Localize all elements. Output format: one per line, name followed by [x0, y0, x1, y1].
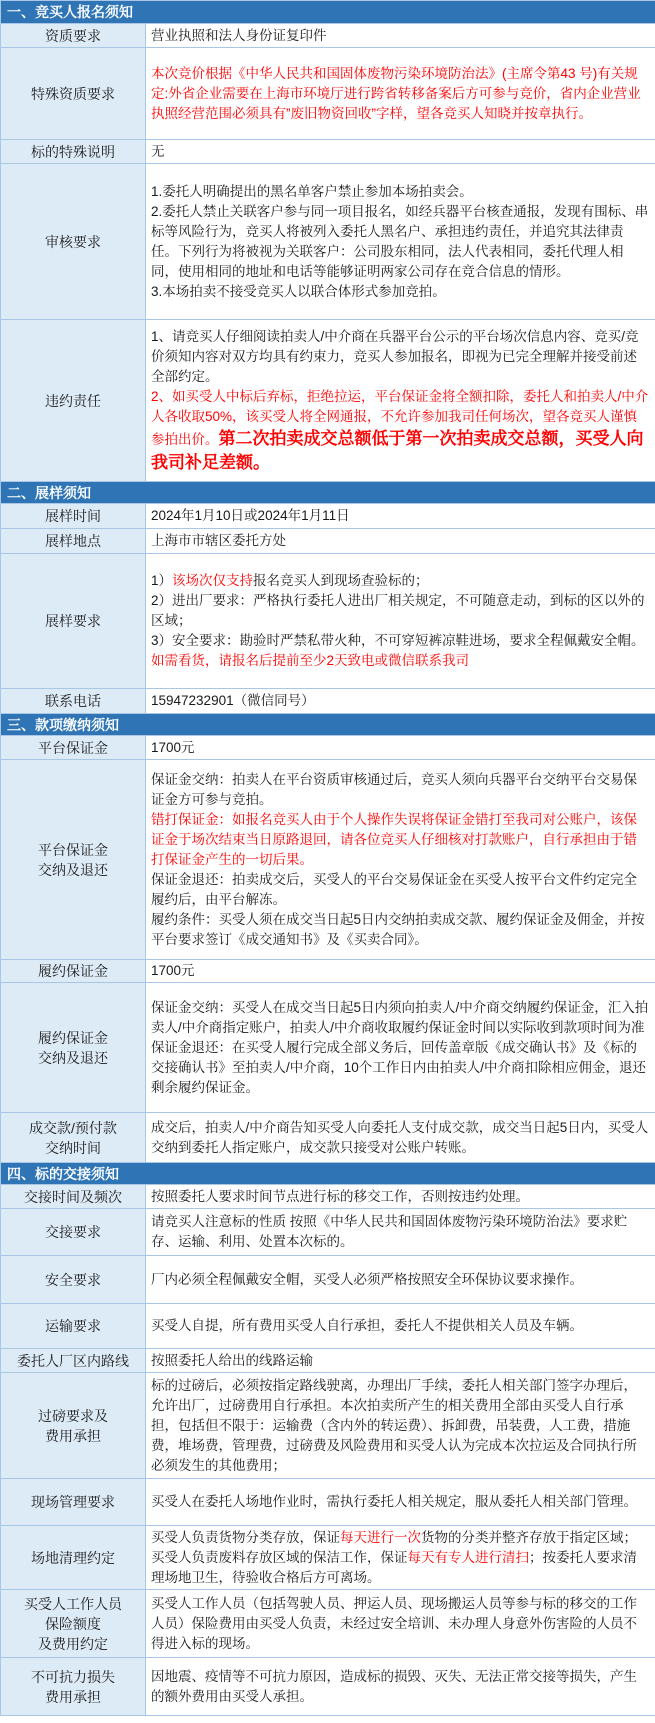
- text-segment: 无: [151, 143, 165, 159]
- text-segment: 按照委托人给出的线路运输: [151, 1352, 313, 1368]
- value-platform-deposit-payment-refund: [146, 760, 655, 960]
- text-segment: 3）安全要求：勘验时严禁私带火种，不可穿短裤凉鞋进场，要求全程佩戴安全帽。: [151, 633, 645, 648]
- text-segment: 2.委托人禁止关联客户参与同一项目报名，如经兵器平台核查通报，发现有围标、串标等风险行为，竞买人将被列入委托人黑名户、承担违约责任，并追究其法律责任。下列行为将被视为关联客户：公司股东相同，法人代表相同，委托代理人相同，使用相同的地址和电话等能够证明两家公司存在竞合信息的情形。: [151, 203, 649, 279]
- section-handover: [1, 1163, 655, 1185]
- paragraph: [151, 1528, 650, 1588]
- alert-text: 该场次仅支持: [172, 573, 254, 588]
- paragraph: [151, 1667, 650, 1707]
- paragraph: [151, 1492, 650, 1512]
- text-segment: 报名竞买人到现场查验标的；: [253, 573, 429, 588]
- paragraph: [151, 910, 650, 950]
- paragraph: [151, 387, 650, 475]
- paragraph: [151, 631, 650, 651]
- value-force-majeure-costs: [146, 1658, 655, 1716]
- label-contact-phone: 联系电话: [1, 689, 146, 714]
- label-viewing-requirements: 展样要求: [1, 554, 146, 689]
- label-buyer-staff-insurance: 买受人工作人员 保险额度 及费用约定: [1, 1590, 146, 1658]
- text-segment: 买受人工作人员（包括驾驶人员、押运人员、现场搬运人员等参与标的移交的工作人员）保险费用由买受人负责，未经过安全培训、未办理人身意外伤害险的人员不得进入标的现场。: [151, 1595, 637, 1651]
- alert-text: 错打保证金：如报名竞买人由于个人操作失误将保证金错打至我司对公账户，该保证金于场次结束当日原路退回，请各位竞买人仔细核对打款账户，自行承担由于错打保证金产生的一切后果。: [151, 811, 637, 867]
- row-viewing-time: [1, 504, 655, 529]
- paragraph: [151, 770, 650, 810]
- alert-text: 2、如买受人中标后弃标，拒绝拉运，平台保证金将全额扣除，委托人和拍卖人/中介人各收取50%，该买受人将全网通报，不允许参加我司任何场次，望各竞买人谨慎参拍出价。: [151, 388, 649, 447]
- section-header-registration: 一、竞买人报名须知: [1, 1, 655, 24]
- text-segment: ；按委托人要求清理场地卫生，待验收合格后方可离场。: [151, 1549, 637, 1585]
- text-segment: 买受人在委托人场地作业时，需执行委托人相关规定，服从委托人相关部门管理。: [151, 1494, 637, 1509]
- label-site-cleanup-agreement: 场地清理约定: [1, 1526, 146, 1590]
- section-payment: [1, 714, 655, 736]
- alert-text: 每天有专人进行清扫: [407, 1549, 529, 1565]
- label-performance-deposit: 履约保证金: [1, 960, 146, 983]
- row-platform-deposit: [1, 736, 655, 760]
- value-weighing-requirements-costs: [146, 1373, 655, 1479]
- paragraph: [151, 591, 650, 631]
- section-header-payment: 三、款项缴纳须知: [1, 714, 655, 736]
- label-handover-requirements: 交接要求: [1, 1209, 146, 1256]
- value-performance-deposit: [146, 960, 655, 983]
- value-site-cleanup-agreement: [146, 1526, 655, 1590]
- section-viewing: [1, 482, 655, 504]
- paragraph: [151, 1187, 650, 1207]
- alert-text: 如需看货，请报名后提前至少2天致电或微信联系我司: [151, 653, 470, 668]
- paragraph: [151, 1316, 650, 1336]
- paragraph: [151, 1376, 650, 1476]
- alert-text: 本次竞价根据《中华人民共和国固体废物污染环境防治法》(主席令第43 号)有关规定:外省企业需要在上海市环境厅进行跨省转移备案后方可参与竞价，省内企业营业执照经营范围必须具有”废旧物资回收”字样，望各竞买人知晓并按章执行。: [151, 65, 641, 121]
- value-contact-phone: [146, 689, 655, 714]
- text-segment: 1.委托人明确提出的黑名单客户禁止参加本场拍卖会。: [151, 183, 473, 199]
- row-handover-time-frequency: [1, 1185, 655, 1209]
- label-transaction-payment-time: 成交款/预付款 交纳时间: [1, 1113, 146, 1163]
- value-client-site-route: [146, 1349, 655, 1373]
- paragraph: [151, 1594, 650, 1654]
- label-viewing-time: 展样时间: [1, 504, 146, 529]
- label-safety-requirements: 安全要求: [1, 1256, 146, 1304]
- value-qualification: [146, 24, 655, 48]
- amount: 1700元: [151, 963, 195, 978]
- label-breach-liability: 违约责任: [1, 320, 146, 482]
- label-lot-special-note: 标的特殊说明: [1, 140, 146, 164]
- row-viewing-location: [1, 529, 655, 554]
- paragraph: [151, 738, 650, 758]
- section-header-viewing: 二、展样须知: [1, 482, 655, 504]
- alert-text: 每天进行一次: [340, 1529, 421, 1545]
- label-handover-time-frequency: 交接时间及频次: [1, 1185, 146, 1209]
- value-platform-deposit: [146, 736, 655, 760]
- text-segment: 保证金交纳：拍卖人在平台资质审核通过后，竞买人须向兵器平台交纳平台交易保证金方可参与竞拍。: [151, 771, 637, 807]
- text-segment: 厂内必须全程佩戴安全帽，买受人必须严格按照安全环保协议要求操作。: [151, 1271, 583, 1287]
- row-special-qualification: [1, 48, 655, 140]
- label-client-site-route: 委托人厂区内路线: [1, 1349, 146, 1373]
- row-viewing-requirements: [1, 554, 655, 689]
- paragraph: [151, 26, 650, 46]
- value-transport-requirements: [146, 1304, 655, 1349]
- row-force-majeure-costs: [1, 1658, 655, 1716]
- text-segment: 3.本场拍卖不接受竞买人以联合体形式参加竞拍。: [151, 283, 446, 299]
- text-segment: 成交后，拍卖人/中介商告知买受人向委托人支付成交款，成交当日起5日内，买受人交纳到委托人指定账户，成交款只接受对公账户转账。: [151, 1119, 649, 1155]
- label-review-requirements: 审核要求: [1, 164, 146, 320]
- text-segment: 请竞买人注意标的性质 按照《中华人民共和国固体废物污染环境防治法》要求贮存、运输、利用、处置本次标的。: [151, 1214, 628, 1249]
- label-platform-deposit-payment-refund: 平台保证金 交纳及退还: [1, 760, 146, 960]
- text-segment: 保证金交纳：买受人在成交当日起5日内须向拍卖人/中介商交纳履约保证金，汇入拍卖人/中介商指定账户，拍卖人/中介商收取履约保证金时间以实际收到款项时间为准: [151, 999, 649, 1035]
- row-performance-deposit: [1, 960, 655, 983]
- row-contact-phone: [1, 689, 655, 714]
- value-safety-requirements: [146, 1256, 655, 1304]
- row-safety-requirements: [1, 1256, 655, 1304]
- paragraph: [151, 142, 650, 162]
- value-special-qualification: [146, 48, 655, 140]
- value-handover-requirements: [146, 1209, 655, 1256]
- paragraph: [151, 870, 650, 910]
- text-segment: 标的过磅后，必须按指定路线驶离，办理出厂手续，委托人相关部门签字办理后，允许出厂，过磅费用自行承担。本次拍卖所产生的相关费用全部由买受人自行承担，包括但不限于：运输费（含内外的转运费）、拆卸费，吊装费，人工费，措施费，堆场费，管理费，过磅费及风险费用和买受人认为完成本次拉运及合同执行所必须发生的其他费用；: [151, 1377, 637, 1473]
- phone-number: 15947232901（微信同号）: [151, 693, 315, 708]
- value-review-requirements: [146, 164, 655, 320]
- row-lot-special-note: [1, 140, 655, 164]
- row-review-requirements: [1, 164, 655, 320]
- row-qualification: [1, 24, 655, 48]
- text-segment: 买受人负责货物分类存放，保证: [151, 1529, 340, 1545]
- row-performance-deposit-payment-refund: [1, 983, 655, 1113]
- value-transaction-payment-time: [146, 1113, 655, 1163]
- row-site-cleanup-agreement: [1, 1526, 655, 1590]
- alert-text-emphasis: 第二次拍卖成交总额低于第一次拍卖成交总额，买受人向我司补足差额。: [151, 428, 644, 472]
- value-viewing-requirements: [146, 554, 655, 689]
- label-qualification: 资质要求: [1, 24, 146, 48]
- value-breach-liability: [146, 320, 655, 482]
- paragraph: [151, 1270, 650, 1290]
- row-buyer-staff-insurance: [1, 1590, 655, 1658]
- text-segment: 保证金退还：在买受人履行完成全部义务后，回传盖章版《成交确认书》及《标的交接确认书》至拍卖人/中介商，10个工作日内由拍卖人/中介商扣除相应佣金，退还剩余履约保证金。: [151, 1039, 647, 1095]
- paragraph: [151, 64, 650, 124]
- text-segment: 货物的分类并整齐存放于指定区域；买受人负责废料存放区域的保洁工作，保证: [151, 1529, 637, 1565]
- row-site-management-requirements: [1, 1479, 655, 1526]
- row-transaction-payment-time: [1, 1113, 655, 1163]
- label-force-majeure-costs: 不可抗力损失 费用承担: [1, 1658, 146, 1716]
- text-segment: 买受人自提，所有费用买受人自行承担，委托人不提供相关人员及车辆。: [151, 1318, 583, 1333]
- text-segment: 因地震、疫情等不可抗力原因，造成标的损毁、灭失、无法正常交接等损失，产生的额外费用由买受人承担。: [151, 1668, 637, 1704]
- paragraph: [151, 651, 650, 671]
- section-registration: [1, 1, 655, 24]
- paragraph: [151, 961, 650, 981]
- paragraph: [151, 998, 650, 1038]
- paragraph: [151, 1038, 650, 1098]
- label-weighing-requirements-costs: 过磅要求及 费用承担: [1, 1373, 146, 1479]
- label-platform-deposit: 平台保证金: [1, 736, 146, 760]
- label-site-management-requirements: 现场管理要求: [1, 1479, 146, 1526]
- section-header-handover: 四、标的交接须知: [1, 1163, 655, 1185]
- paragraph: [151, 202, 650, 282]
- text-segment: 履约条件：买受人须在成交当日起5日内交纳拍卖成交款、履约保证金及佣金，并按平台要求签订《成交通知书》及《买卖合同》。: [151, 911, 645, 947]
- value-viewing-location: [146, 529, 655, 554]
- row-transport-requirements: [1, 1304, 655, 1349]
- text-segment: 2）进出厂要求：严格执行委托人进出厂相关规定，不可随意走动，到标的区以外的区域；: [151, 593, 645, 628]
- text-segment: 保证金退还：拍卖成交后，买受人的平台交易保证金在买受人按平台文件约定完全履约后，由平台解冻。: [151, 871, 637, 907]
- value-handover-time-frequency: [146, 1185, 655, 1209]
- paragraph: [151, 571, 650, 591]
- paragraph: [151, 327, 650, 387]
- paragraph: [151, 1212, 650, 1252]
- label-transport-requirements: 运输要求: [1, 1304, 146, 1349]
- paragraph: [151, 1351, 650, 1371]
- value-viewing-time: [146, 504, 655, 529]
- paragraph: [151, 691, 650, 711]
- text-segment: 上海市市辖区委托方处: [151, 533, 286, 548]
- amount: 1700元: [151, 739, 195, 755]
- label-special-qualification: 特殊资质要求: [1, 48, 146, 140]
- paragraph: [151, 506, 650, 526]
- value-lot-special-note: [146, 140, 655, 164]
- label-viewing-location: 展样地点: [1, 529, 146, 554]
- paragraph: [151, 1118, 650, 1158]
- value-performance-deposit-payment-refund: [146, 983, 655, 1113]
- text-segment: 按照委托人要求时间节点进行标的移交工作，否则按违约处理。: [151, 1188, 529, 1204]
- row-weighing-requirements-costs: [1, 1373, 655, 1479]
- row-breach-liability: [1, 320, 655, 482]
- paragraph: [151, 531, 650, 551]
- paragraph: [151, 282, 650, 302]
- paragraph: [151, 182, 650, 202]
- text-segment: 1）: [151, 573, 173, 588]
- paragraph: [151, 810, 650, 870]
- text-segment: 2024年1月10日或2024年1月11日: [151, 508, 350, 523]
- text-segment: 1、请竞买人仔细阅读拍卖人/中介商在兵器平台公示的平台场次信息内容、竞买/竞价须知内容对双方均具有约束力，竞买人参加报名，即视为已完全理解并接受前述全部约定。: [151, 328, 639, 384]
- value-site-management-requirements: [146, 1479, 655, 1526]
- label-performance-deposit-payment-refund: 履约保证金 交纳及退还: [1, 983, 146, 1113]
- row-handover-requirements: [1, 1209, 655, 1256]
- row-platform-deposit-payment-refund: [1, 760, 655, 960]
- value-buyer-staff-insurance: [146, 1590, 655, 1658]
- text-segment: 营业执照和法人身份证复印件: [151, 27, 327, 43]
- row-client-site-route: [1, 1349, 655, 1373]
